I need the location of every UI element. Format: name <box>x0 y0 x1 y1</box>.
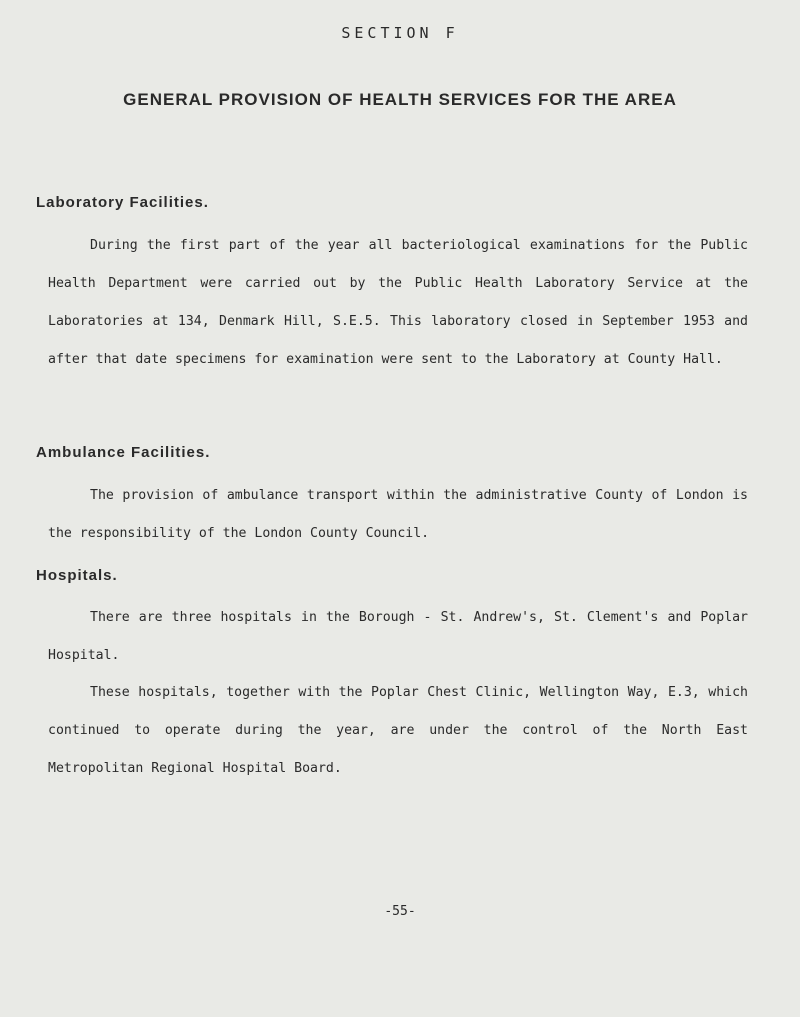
paragraph-hospitals-2: These hospitals, together with the Poplar Chest Clinic, Wellington Way, E.3, which continued to operate during the year, are under the control of the North East Metropolitan Regional Hospital Board. <box>48 685 748 776</box>
paragraph-laboratory-facilities: During the first part of the year all bacteriological examinations for the Public Health Department were carried out by the Public Health Laboratory Service at the Laboratories at 134, Denmark Hill, S.E.5. This laboratory closed in September 1953 and after that date specimens for examination were sent to the Laboratory at County Hall. <box>48 238 748 367</box>
paragraph-ambulance-facilities: The provision of ambulance transport within the administrative County of London is the responsibility of the London County Council. <box>48 488 748 541</box>
paragraph-hospitals-1: There are three hospitals in the Borough - St. Andrew's, St. Clement's and Poplar Hospital. <box>48 610 748 663</box>
heading-hospitals: Hospitals. <box>36 567 118 584</box>
heading-laboratory-facilities: Laboratory Facilities. <box>36 194 209 211</box>
page-title: GENERAL PROVISION OF HEALTH SERVICES FOR THE AREA <box>123 90 677 109</box>
page-number: -55- <box>384 904 416 919</box>
section-label: SECTION F <box>341 24 459 42</box>
heading-ambulance-facilities: Ambulance Facilities. <box>36 444 211 461</box>
